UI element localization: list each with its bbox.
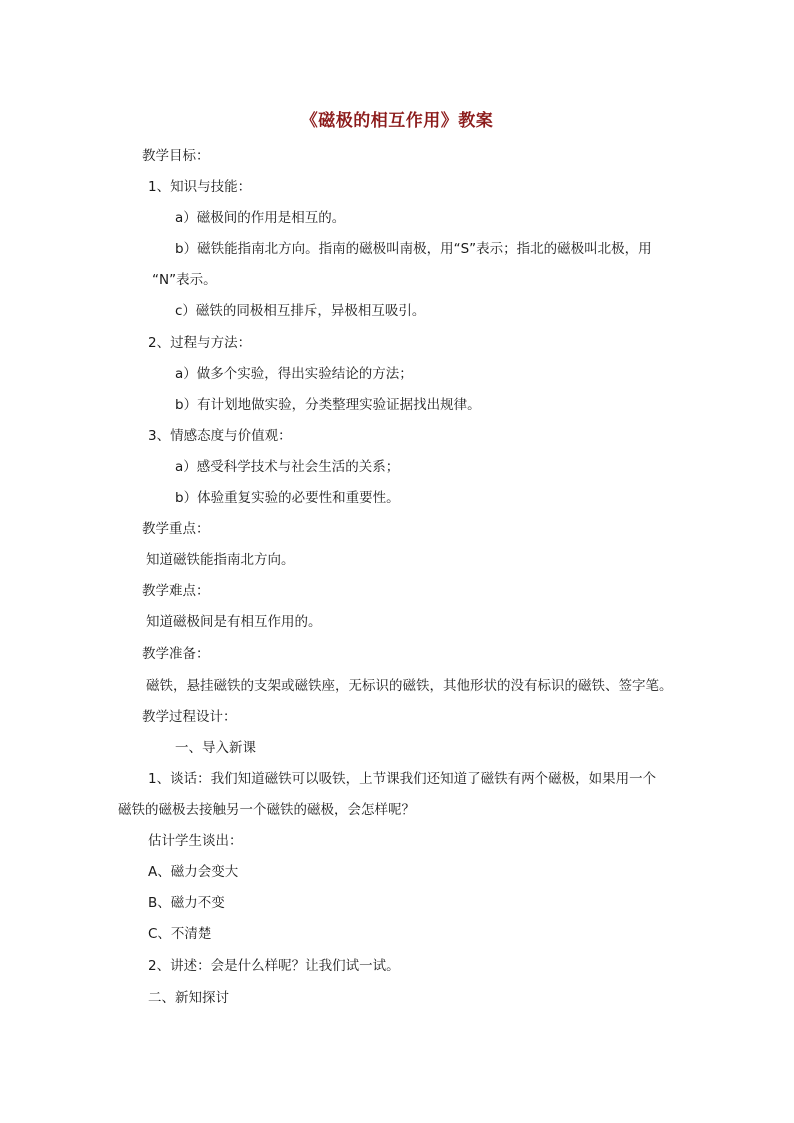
key-points-text: 知道磁铁能指南北方向。: [146, 552, 295, 568]
objective-1b: b）磁铁能指南北方向。指南的磁极叫南极，用“S”表示；指北的磁极叫北极，用: [175, 241, 652, 257]
section-2-heading: 二、新知探讨: [148, 990, 229, 1006]
objective-1b-continued: “N”表示。: [152, 272, 217, 288]
objective-2-heading: 2、过程与方法：: [148, 335, 252, 351]
objective-1c: c）磁铁的同极相互排斥，异极相互吸引。: [175, 303, 426, 319]
document-title: 《磁极的相互作用》教案: [300, 111, 494, 131]
objective-3b: b）体验重复实验的必要性和重要性。: [175, 490, 400, 506]
section-1-heading: 一、导入新课: [175, 740, 256, 756]
objective-3a: a）感受科学技术与社会生活的关系；: [175, 459, 400, 475]
difficulties-text: 知道磁极间是有相互作用的。: [146, 614, 322, 630]
preparation-text: 磁铁，悬挂磁铁的支架或磁铁座，无标识的磁铁，其他形状的没有标识的磁铁、签字笔。: [146, 678, 673, 694]
option-c: C、不清楚: [148, 926, 212, 942]
objective-1-heading: 1、知识与技能：: [148, 179, 252, 195]
heading-difficulties: 教学难点：: [142, 583, 210, 599]
objective-2b: b）有计划地做实验，分类整理实验证据找出规律。: [175, 397, 481, 413]
objective-3-heading: 3、情感态度与价值观：: [148, 428, 292, 444]
option-b: B、磁力不变: [148, 895, 225, 911]
step-1-talk-continued: 磁铁的磁极去接触另一个磁铁的磁极，会怎样呢？: [118, 802, 415, 818]
student-estimate-heading: 估计学生谈出：: [148, 833, 243, 849]
heading-teaching-objectives: 教学目标：: [142, 148, 210, 164]
heading-preparation: 教学准备：: [142, 646, 210, 662]
step-1-talk: 1、谈话：我们知道磁铁可以吸铁，上节课我们还知道了磁铁有两个磁极，如果用一个: [148, 771, 657, 787]
heading-process-design: 教学过程设计：: [142, 709, 237, 725]
objective-1a: a）磁极间的作用是相互的。: [175, 210, 346, 226]
step-2-lecture: 2、讲述：会是什么样呢？让我们试一试。: [148, 958, 400, 974]
heading-key-points: 教学重点：: [142, 521, 210, 537]
objective-2a: a）做多个实验，得出实验结论的方法；: [175, 366, 413, 382]
option-a: A、磁力会变大: [148, 864, 239, 880]
